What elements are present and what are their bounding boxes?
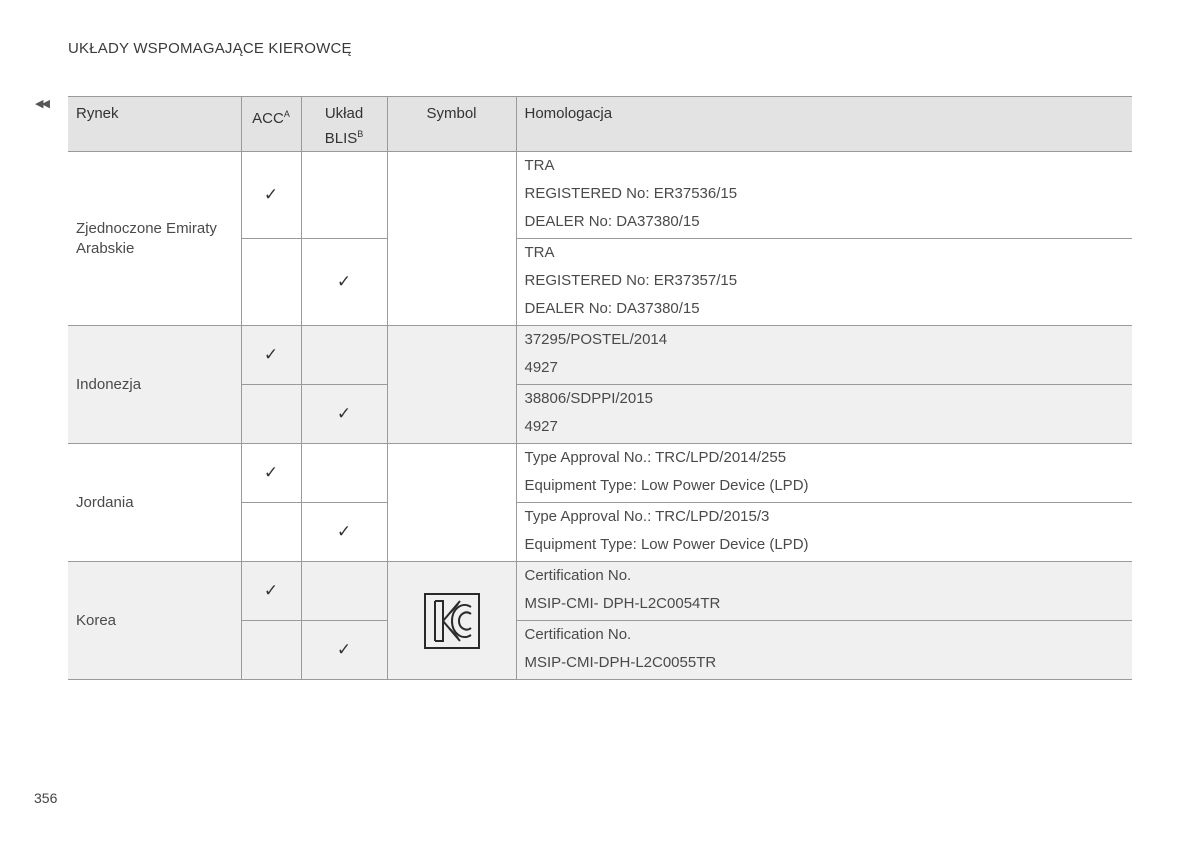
symbol-cell (387, 444, 516, 562)
homologation-cell (516, 562, 1132, 621)
acc-cell (241, 385, 301, 444)
homologation-line: Certification No. (524, 567, 632, 584)
homologation-cell (516, 444, 1132, 503)
acc-cell: ✓ (241, 562, 301, 621)
symbol-cell (387, 152, 516, 326)
homologation-cell (516, 239, 1132, 326)
kc-certification-mark-icon (424, 593, 480, 649)
homologation-line: 4927 (524, 359, 558, 376)
blis-cell (301, 562, 387, 621)
market-cell: Korea (68, 562, 241, 680)
page-number: 356 (34, 790, 58, 806)
homologation-line: Equipment Type: Low Power Device (LPD) (524, 477, 809, 494)
header-homologation: Homologacja (516, 97, 1132, 152)
homologation-line: Certification No. (524, 626, 632, 643)
table-row (68, 444, 1132, 503)
homologation-cell (516, 385, 1132, 444)
header-blis: Układ $BLIS^B$ (301, 97, 387, 152)
homologation-line: 4927 (524, 418, 558, 435)
acc-cell (241, 621, 301, 680)
blis-cell (301, 152, 387, 239)
symbol-cell (387, 562, 516, 680)
homologation-line: 37295/POSTEL/2014 (524, 331, 668, 348)
homologation-cell (516, 152, 1132, 239)
homologation-line: 38806/SDPPI/2015 (524, 390, 653, 407)
blis-cell: ✓ (301, 621, 387, 680)
acc-cell: ✓ (241, 444, 301, 503)
page-header: UKŁADY WSPOMAGAJĄCE KIEROWCĘ (68, 40, 352, 57)
table-row (68, 326, 1132, 385)
homologation-line: REGISTERED No: ER37536/15 (524, 185, 738, 202)
acc-cell (241, 239, 301, 326)
header-market: Rynek (68, 97, 241, 152)
table-header-row (68, 97, 1132, 152)
acc-cell: ✓ (241, 152, 301, 239)
table-row (68, 562, 1132, 621)
table-row (68, 152, 1132, 239)
homologation-line: REGISTERED No: ER37357/15 (524, 272, 738, 289)
homologation-table (68, 96, 1132, 680)
acc-cell: ✓ (241, 326, 301, 385)
homologation-line: MSIP-CMI-DPH-L2C0055TR (524, 654, 717, 671)
header-symbol: Symbol (387, 97, 516, 152)
market-cell: Zjednoczone Emiraty Arabskie (68, 152, 241, 326)
homologation-line: Equipment Type: Low Power Device (LPD) (524, 536, 809, 553)
homologation-cell (516, 326, 1132, 385)
blis-cell (301, 444, 387, 503)
homologation-cell (516, 621, 1132, 680)
market-cell: Jordania (68, 444, 241, 562)
symbol-cell (387, 326, 516, 444)
back-arrows-icon[interactable]: ◀◀ (35, 98, 48, 110)
homologation-line: TRA (524, 157, 555, 174)
homologation-line: TRA (524, 244, 555, 261)
blis-cell: ✓ (301, 385, 387, 444)
homologation-line: Type Approval No.: TRC/LPD/2014/255 (524, 449, 787, 466)
homologation-line: DEALER No: DA37380/15 (524, 300, 700, 317)
acc-cell (241, 503, 301, 562)
homologation-line: DEALER No: DA37380/15 (524, 213, 700, 230)
homologation-cell (516, 503, 1132, 562)
blis-cell: ✓ (301, 239, 387, 326)
homologation-line: Type Approval No.: TRC/LPD/2015/3 (524, 508, 770, 525)
homologation-line: MSIP-CMI- DPH-L2C0054TR (524, 595, 721, 612)
market-cell: Indonezja (68, 326, 241, 444)
blis-cell: ✓ (301, 503, 387, 562)
header-acc: $ACC^A$ (241, 97, 301, 152)
blis-cell (301, 326, 387, 385)
